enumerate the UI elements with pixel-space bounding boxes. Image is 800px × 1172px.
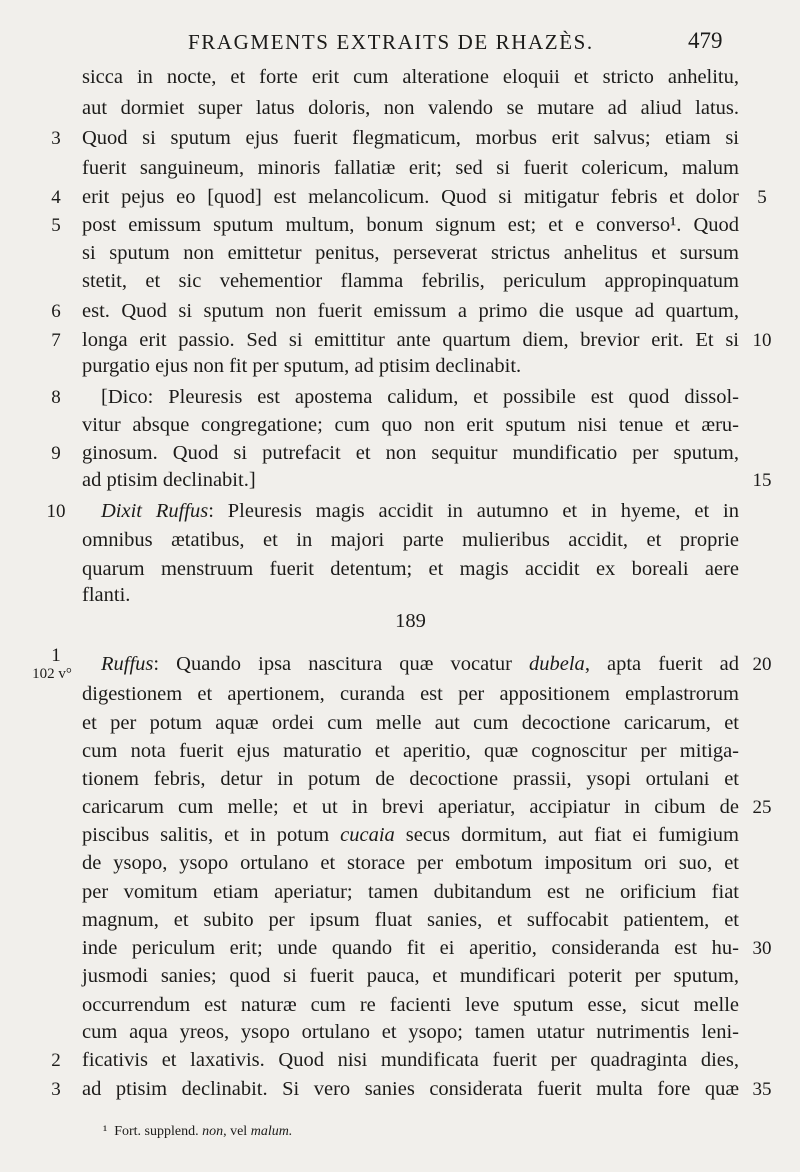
text-line: Dixit Ruffus: Pleuresis magis accidit in autumno et in hyeme, et in (101, 500, 739, 522)
footnote-separator: , vel (223, 1124, 248, 1139)
page-header (0, 30, 800, 60)
text-line: erit pejus eo [quod] est melancolicum. Quod si mitigatur febris et dolor (82, 186, 739, 208)
line-count: 5 (757, 187, 767, 208)
margin-number: 10 (46, 501, 66, 522)
margin-number: 6 (51, 301, 61, 322)
margin-number: 2 (51, 1050, 61, 1071)
margin-number: 7 (51, 330, 61, 351)
running-head: FRAGMENTS EXTRAITS DE RHAZÈS. (188, 30, 594, 54)
line-count: 25 (752, 797, 772, 818)
text-line: sicca in nocte, et forte erit cum alteratione eloquii et stricto anhelitu, (82, 66, 739, 88)
margin-number: 8 (51, 387, 61, 408)
text-line: ad ptisim declinabit. Si vero sanies considerata fuerit multa fore quæ (82, 1078, 739, 1100)
text-line: purgatio ejus non fit per sputum, ad ptisim declinabit. (82, 355, 522, 377)
margin-number: 4 (51, 187, 61, 208)
text-line: omnibus ætatibus, et in majori parte mulieribus accidit, et proprie (82, 529, 739, 551)
text-line: piscibus salitis, et in potum cucaia secus dormitum, aut fiat ei fumigium (82, 824, 739, 846)
text-line: de ysopo, ysopo ortulano et storace per embotum impositum ori suo, et (82, 852, 739, 874)
section-number: 189 (395, 610, 426, 632)
text-line: cum nota fuerit ejus maturatio et aperitio, quæ cognoscitur per mitiga- (82, 740, 739, 762)
folio-reference: 102 v° (32, 666, 72, 682)
author-name: Dixit Ruffus (101, 500, 209, 522)
text-line: inde periculum erit; unde quando fit ei aperitio, consideranda est hu- (82, 937, 739, 959)
text-line: et per potum aquæ ordei cum melle aut cum decoctione caricarum, et (82, 712, 739, 734)
text-line: aut dormiet super latus doloris, non valendo se mutare ad aliud latus. (82, 97, 739, 119)
margin-number: 1 (51, 645, 61, 666)
text-line: tionem febris, detur in potum de decoctione prassii, ysopi ortulani et (82, 768, 739, 790)
text-line: ginosum. Quod si putrefacit et non sequitur mundificatio per sputum, (82, 442, 739, 464)
text-line: caricarum cum melle; et ut in brevi aperiatur, accipiatur in cibum de (82, 796, 739, 818)
margin-number: 3 (51, 128, 61, 149)
line-count: 10 (752, 330, 772, 351)
text-line: cum aqua yreos, ysopo ortulano et ysopo; tamen utatur nutrimentis leni- (82, 1021, 739, 1043)
footnote (103, 1124, 292, 1140)
term: dubela (529, 653, 585, 675)
text-line: est. Quod si sputum non fuerit emissum a primo die usque ad quartum, (82, 300, 739, 322)
footnote-text: Fort. supplend. (114, 1124, 199, 1139)
text-line: Quod si sputum ejus fuerit flegmaticum, morbus erit salvus; etiam si (82, 127, 739, 149)
text-line: per vomitum etiam aperiatur; tamen dubitandum est ne orificium fiat (82, 881, 739, 903)
text-line: jusmodi sanies; quod si fuerit pauca, et mundificari poterit per sputum, (82, 965, 739, 987)
text-line: ficativis et laxativis. Quod nisi mundificata fuerit per quadraginta dies, (82, 1049, 739, 1071)
text-line: ad ptisim declinabit.] (82, 469, 256, 491)
text-line: stetit, et sic vehementior flamma febrilis, periculum appropinquatum (82, 270, 739, 292)
line-count: 35 (752, 1079, 772, 1100)
text-line: si sputum non emittetur penitus, perseverat strictus anhelitus et sursum (82, 242, 739, 264)
text-line: longa erit passio. Sed si emittitur ante quartum diem, brevior erit. Et si (82, 329, 739, 351)
line-count: 30 (752, 938, 772, 959)
text-line: occurrendum est naturæ cum re facienti leve sputum esse, sicut melle (82, 994, 739, 1016)
footnote-word: non (202, 1124, 224, 1139)
text-line: quarum menstruum fuerit detentum; et magis accidit ex boreali aere (82, 558, 739, 580)
page-number: 479 (688, 28, 723, 53)
text-line: fuerit sanguineum, minoris fallatiæ erit; sed si fuerit colericum, malum (82, 157, 739, 179)
term: cucaia (340, 824, 395, 846)
line-count: 15 (752, 470, 772, 491)
footnote-marker: ¹ (103, 1124, 108, 1139)
text-line: digestionem et apertionem, curanda est per appositionem emplastrorum (82, 683, 739, 705)
text-line: [Dico: Pleuresis est apostema calidum, et possibile est quod dissol- (101, 386, 739, 408)
text-line: post emissum sputum multum, bonum signum est; et e converso¹. Quod (82, 214, 739, 236)
margin-number: 5 (51, 215, 61, 236)
margin-number: 9 (51, 443, 61, 464)
text-line: vitur absque congregatione; cum quo non erit sputum nisi tenue et æru- (82, 414, 739, 436)
margin-number: 3 (51, 1079, 61, 1100)
line-count: 20 (752, 654, 772, 675)
footnote-word: malum. (250, 1124, 293, 1139)
author-name: Ruffus (101, 653, 154, 675)
text-line: Ruffus: Quando ipsa nascitura quæ vocatur dubela, apta fuerit ad (101, 653, 739, 675)
text-line: flanti. (82, 584, 131, 606)
text-line: magnum, et subito per ipsum fluat sanies, et suffocabit patientem, et (82, 909, 739, 931)
